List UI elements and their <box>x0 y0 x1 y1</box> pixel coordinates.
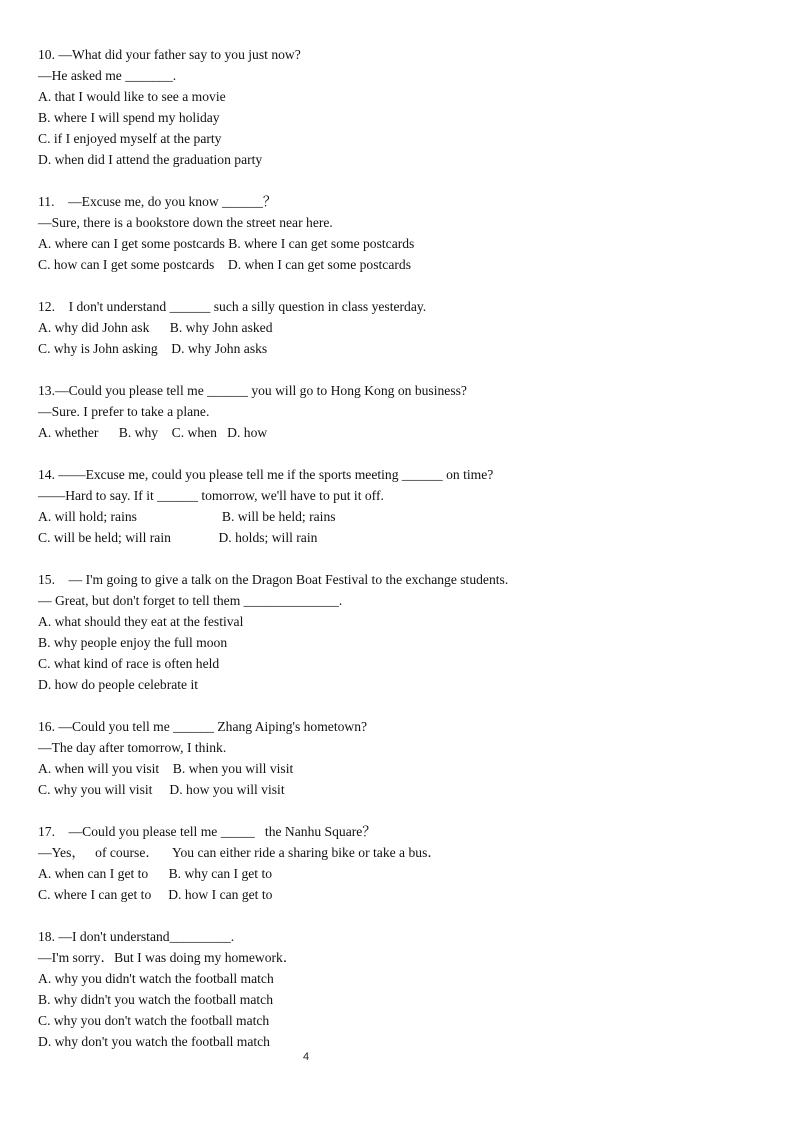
question-12 <box>38 296 758 359</box>
options-c-d: C. why is John asking D. why John asks <box>38 341 268 356</box>
question-response: —Sure. I prefer to take a plane. <box>38 404 210 419</box>
question-11 <box>38 191 758 275</box>
question-text: 14. ——Excuse me, could you please tell me if the sports meeting ______ on time? <box>38 467 494 482</box>
question-text: 15. — I'm going to give a talk on the Dragon Boat Festival to the exchange students. <box>38 572 509 587</box>
question-17 <box>38 821 758 905</box>
option-b: B. why didn't you watch the football match <box>38 992 274 1007</box>
options-a-b: A. where can I get some postcards B. where I can get some postcards <box>38 236 415 251</box>
question-15 <box>38 569 758 695</box>
question-response: —He asked me _______. <box>38 68 177 83</box>
options-c-d: C. where I can get to D. how I can get to <box>38 887 273 902</box>
question-14 <box>38 464 758 548</box>
option-c: C. if I enjoyed myself at the party <box>38 131 222 146</box>
options-c-d: C. how can I get some postcards D. when I can get some postcards <box>38 257 411 272</box>
option-d: D. how do people celebrate it <box>38 677 199 692</box>
question-10 <box>38 44 758 170</box>
question-16 <box>38 716 758 800</box>
options-c-d: C. why you will visit D. how you will visit <box>38 782 285 797</box>
question-text: 13.—Could you please tell me ______ you will go to Hong Kong on business? <box>38 383 467 398</box>
question-text: 12. I don't understand ______ such a silly question in class yesterday. <box>38 299 427 314</box>
question-text: 18. —I don't understand_________. <box>38 929 235 944</box>
option-b: B. why people enjoy the full moon <box>38 635 228 650</box>
options-a-d: A. whether B. why C. when D. how <box>38 425 268 440</box>
option-a: A. that I would like to see a movie <box>38 89 226 104</box>
question-response: —The day after tomorrow, I think. <box>38 740 227 755</box>
options-a-b: A. when can I get to B. why can I get to <box>38 866 273 881</box>
option-a: A. why you didn't watch the football match <box>38 971 274 986</box>
question-text: 17. —Could you please tell me _____ the Nanhu Square？ <box>38 824 376 839</box>
question-text: 16. —Could you tell me ______ Zhang Aiping's hometown? <box>38 719 368 734</box>
question-text: 11. —Excuse me, do you know ______？ <box>38 194 277 209</box>
option-c: C. why you don't watch the football match <box>38 1013 270 1028</box>
option-d: D. when did I attend the graduation party <box>38 152 263 167</box>
options-a-b: A. why did John ask B. why John asked <box>38 320 273 335</box>
question-response: —Sure, there is a bookstore down the street near here. <box>38 215 333 230</box>
question-13 <box>38 380 758 443</box>
page-number: 4 <box>302 1051 310 1063</box>
options-a-b: A. will hold; rains B. will be held; rains <box>38 509 336 524</box>
question-response: —I'm sorry．But I was doing my homework． <box>38 950 297 965</box>
options-c-d: C. will be held; will rain D. holds; will rain <box>38 530 318 545</box>
options-a-b: A. when will you visit B. when you will visit <box>38 761 294 776</box>
question-response: —Yes， of course． You can either ride a sharing bike or take a bus． <box>38 845 441 860</box>
question-text: 10. —What did your father say to you just now? <box>38 47 301 62</box>
question-response: ——Hard to say. If it ______ tomorrow, we'll have to put it off. <box>38 488 384 503</box>
option-c: C. what kind of race is often held <box>38 656 220 671</box>
option-d: D. why don't you watch the football match <box>38 1034 270 1049</box>
question-response: — Great, but don't forget to tell them ______________. <box>38 593 343 608</box>
document-page <box>38 44 758 1073</box>
option-a: A. what should they eat at the festival <box>38 614 244 629</box>
option-b: B. where I will spend my holiday <box>38 110 220 125</box>
question-18 <box>38 926 758 1052</box>
